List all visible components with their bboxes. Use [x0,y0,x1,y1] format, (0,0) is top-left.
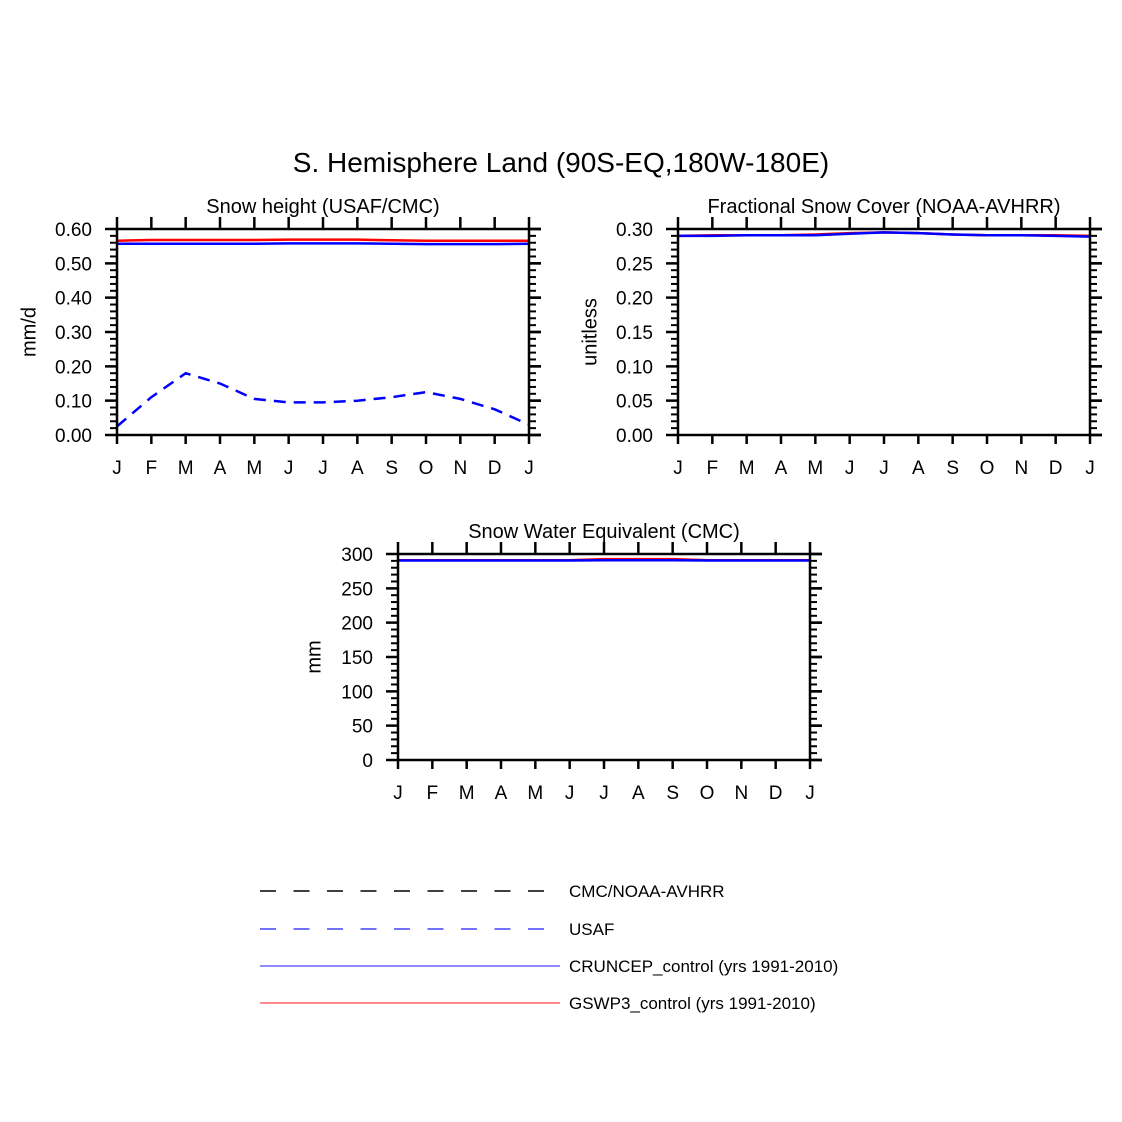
x-tick-label: J [524,458,534,479]
x-tick-label: N [1014,458,1029,479]
x-tick-label: S [946,458,960,479]
x-tick-label: M [177,458,194,479]
x-tick-label: O [699,783,715,804]
y-tick-label: 250 [341,579,373,601]
y-tick-label: 0.05 [616,391,653,413]
panel-title: Snow height (USAF/CMC) [206,196,440,218]
x-tick-label: J [112,458,122,479]
y-tick-label: 0.15 [616,323,653,344]
series-line [117,373,529,426]
y-tick-label: 0.00 [616,426,653,447]
x-tick-label: M [527,783,544,804]
y-tick-label: 0.25 [616,254,653,276]
x-tick-label: M [738,458,755,479]
x-tick-label: J [805,783,815,804]
series-line [678,232,1090,236]
y-tick-label: 50 [351,716,373,738]
y-axis-label: mm [303,640,326,674]
legend-item [260,920,614,939]
x-tick-label: M [458,783,475,804]
series-line [117,240,529,241]
plot-frame [678,229,1090,435]
x-tick-label: S [385,458,399,479]
x-tick-label: M [246,458,263,479]
series-line [117,243,529,244]
x-tick-label: A [774,458,788,479]
y-tick-label: 0.10 [616,357,653,379]
legend-item [260,957,838,976]
x-tick-label: J [844,458,855,479]
x-tick-label: J [283,458,294,479]
x-tick-label: F [145,458,158,479]
x-tick-label: F [706,458,719,479]
panel-1 [18,196,541,479]
y-tick-label: 150 [341,648,373,669]
x-tick-label: J [599,783,609,804]
plot-frame [398,554,810,760]
y-tick-label: 0 [362,751,373,772]
legend-label: GSWP3_control (yrs 1991-2010) [569,994,816,1013]
plot-frame [117,229,529,435]
legend-item [260,994,816,1013]
x-tick-label: J [673,458,683,479]
legend-label: CRUNCEP_control (yrs 1991-2010) [569,957,839,976]
x-tick-label: S [666,783,680,804]
x-tick-label: J [1085,458,1095,479]
legend-item [260,882,725,901]
x-tick-label: D [1048,458,1063,479]
y-tick-label: 0.00 [55,426,92,447]
x-tick-label: J [564,783,575,804]
x-tick-label: A [350,458,364,479]
x-tick-label: O [979,458,995,479]
x-tick-label: D [487,458,502,479]
y-tick-label: 0.10 [55,391,92,413]
y-tick-label: 200 [341,613,373,635]
y-tick-label: 0.30 [55,323,92,344]
x-tick-label: A [494,783,508,804]
y-tick-label: 0.30 [616,220,653,241]
x-tick-label: J [879,458,889,479]
x-tick-label: N [453,458,468,479]
x-tick-label: J [393,783,403,804]
x-tick-label: M [807,458,824,479]
panel-title: Fractional Snow Cover (NOAA-AVHRR) [707,196,1061,218]
x-tick-label: J [318,458,328,479]
y-tick-label: 100 [341,682,373,704]
y-axis-label: unitless [579,298,602,366]
panel-3 [303,521,822,804]
x-tick-label: O [418,458,434,479]
figure-title: S. Hemisphere Land (90S-EQ,180W-180E) [292,147,830,178]
y-axis-label: mm/d [18,307,41,357]
panel-2 [579,196,1102,479]
x-tick-label: A [911,458,925,479]
y-tick-label: 0.20 [616,288,653,310]
x-tick-label: N [734,783,749,804]
legend [260,882,838,1013]
panel-title: Snow Water Equivalent (CMC) [468,521,740,543]
legend-label: USAF [569,920,615,939]
x-tick-label: F [426,783,439,804]
y-tick-label: 0.60 [55,220,92,241]
x-tick-label: A [213,458,227,479]
y-tick-label: 300 [341,545,373,566]
x-tick-label: A [631,783,645,804]
y-tick-label: 0.50 [55,254,92,276]
y-tick-label: 0.40 [55,288,92,310]
x-tick-label: D [768,783,783,804]
y-tick-label: 0.20 [55,357,92,379]
legend-label: CMC/NOAA-AVHRR [569,882,725,901]
